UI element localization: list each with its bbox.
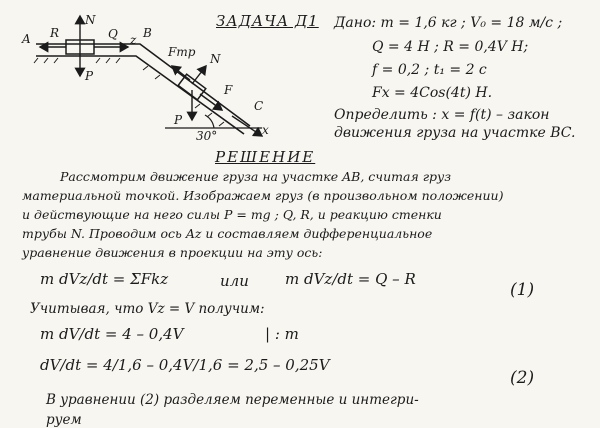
force-ftr-label: Fтр (168, 45, 196, 59)
given-line-1: Дано: m = 1,6 кг ; V₀ = 18 м/с ; (334, 15, 563, 31)
axis-x-label: x (262, 123, 269, 137)
point-a-label: A (22, 32, 31, 46)
substitution-note: Учитывая, что Vz = V получим: (30, 301, 265, 317)
axis-x-arrow (232, 116, 262, 136)
given-line-3: f = 0,2 ; t₁ = 2 с (372, 62, 487, 78)
equation-1-right: m dVz/dt = Q – R (285, 270, 416, 288)
closing-line-continued: руем (46, 412, 82, 428)
force-n-arrow-bc (192, 66, 206, 84)
page-title: ЗАДАЧА Д1 (216, 12, 319, 30)
point-b-label: B (143, 26, 152, 40)
force-q-label: Q (108, 27, 118, 41)
force-n-label-ab: N (85, 13, 96, 27)
equation-2: m dV/dt = 4 – 0,4V (40, 325, 184, 343)
equation-2-division: | : m (265, 325, 299, 343)
force-ftr-arrow (172, 66, 190, 80)
equation-1-or: или (220, 272, 249, 290)
ground-hatch (34, 58, 224, 126)
axis-z-label: z (130, 33, 137, 47)
solution-heading: РЕШЕНИЕ (215, 148, 316, 166)
solution-line-4: трубы N. Проводим ось Az и составляем дифференциальное (22, 226, 433, 241)
solution-line-2: материальной точкой. Изображаем груз (в произвольном положении) (22, 188, 504, 203)
force-f-label: F (224, 83, 233, 97)
force-n-label-bc: N (210, 52, 221, 66)
equation-3: dV/dt = 4/1,6 – 0,4V/1,6 = 2,5 – 0,25V (40, 356, 330, 374)
solution-line-5: уравнение движения в проекции на эту ось: (22, 245, 323, 260)
equation-1-number: (1) (510, 280, 535, 300)
find-line-1: Определить : x = f(t) – закон (334, 107, 550, 123)
angle-label: 30° (196, 129, 218, 143)
solution-line-3: и действующие на него силы P = mg ; Q, R, и реакцию стенки (22, 207, 442, 222)
find-line-2: движения груза на участке BC. (334, 125, 576, 141)
force-r-label: R (50, 26, 60, 40)
equation-1-left: m dVz/dt = ΣFkz (40, 270, 169, 288)
force-p-label-ab: P (85, 69, 94, 83)
given-line-4: Fx = 4Cos(4t) Н. (372, 85, 493, 101)
closing-line: В уравнении (2) разделяем переменные и интегри- (46, 392, 419, 408)
solution-line-1: Рассмотрим движение груза на участке AB, считая груз (60, 169, 452, 184)
point-c-label: C (254, 99, 264, 113)
force-p-label-bc: P (174, 113, 183, 127)
equation-3-number: (2) (510, 368, 535, 388)
given-line-2: Q = 4 Н ; R = 0,4V Н; (372, 39, 529, 55)
